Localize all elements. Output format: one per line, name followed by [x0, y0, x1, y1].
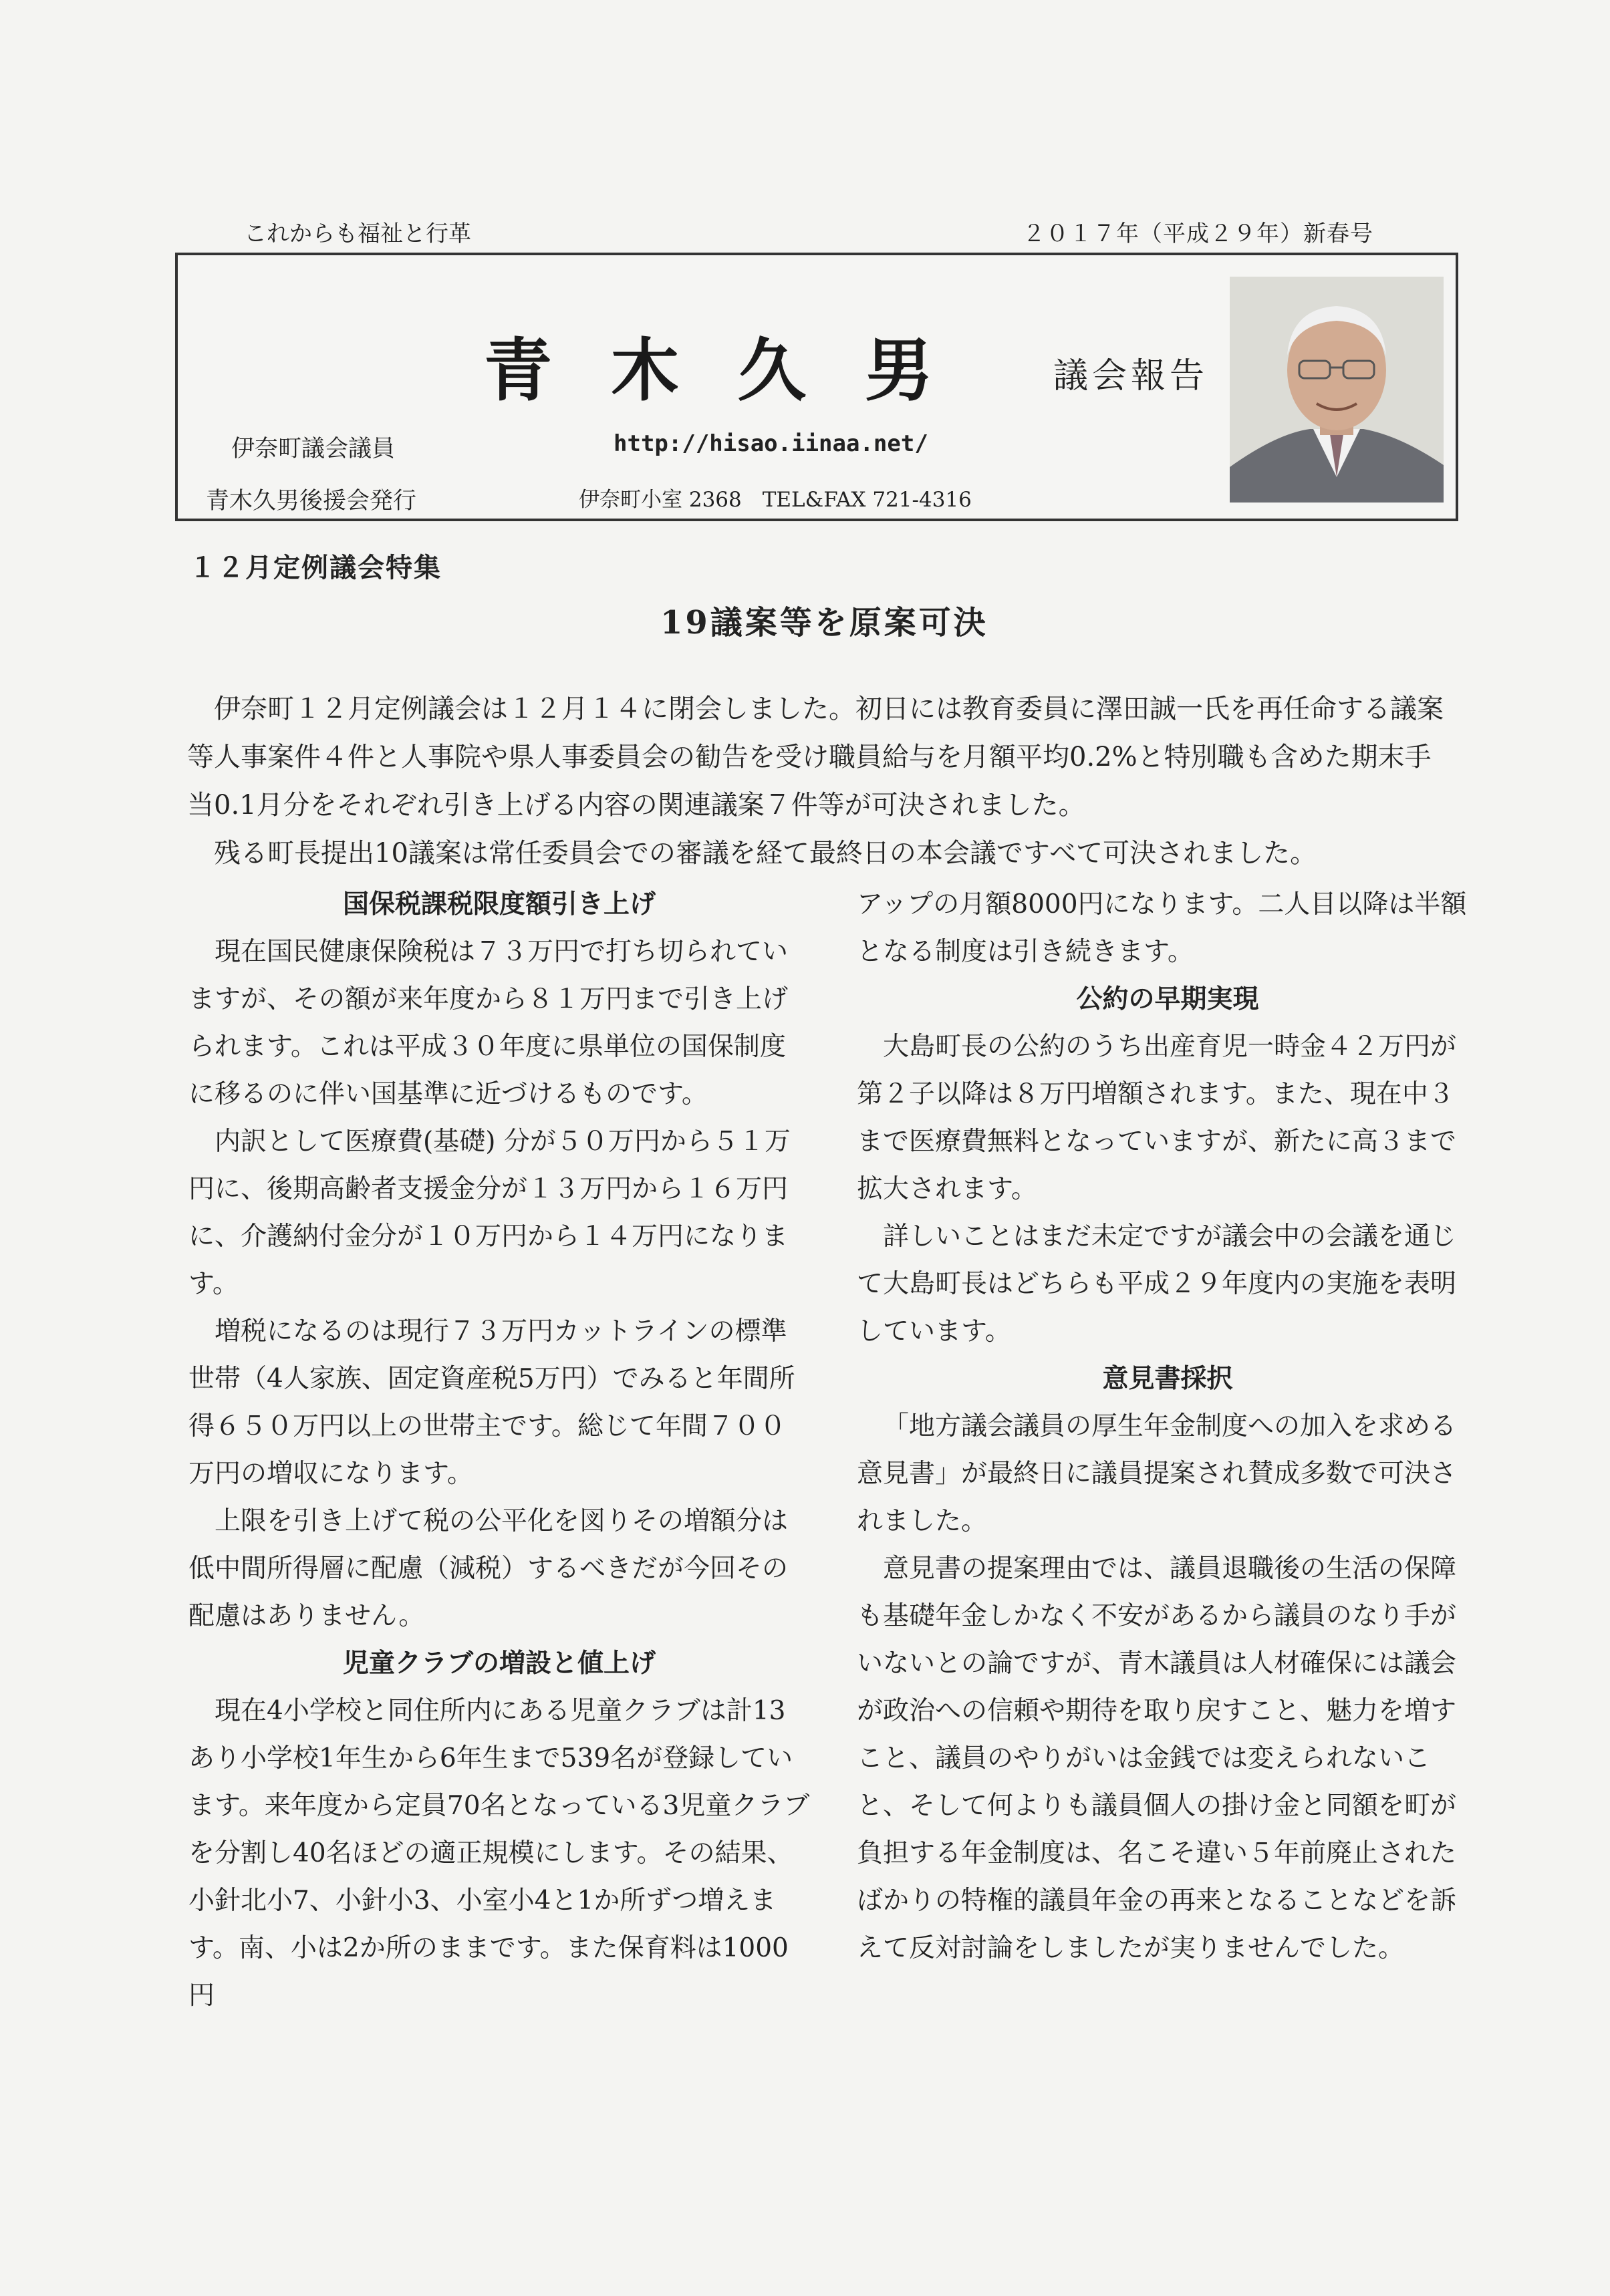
masthead-address: 伊奈町小室 2368 TEL&FAX 721-4316	[579, 488, 972, 512]
paragraph: 「地方議会議員の厚生年金制度への加入を求める意見書」が最終日に議員提案され賛成多数で可決されました。	[857, 1411, 1457, 1536]
tagline: これからも福祉と行革	[244, 221, 471, 247]
headline: 19議案等を原案可決	[660, 604, 988, 641]
intro-paragraph: 伊奈町１２月定例議会は１２月１４に閉会しました。初日には教育委員に澤田誠一氏を再任命する議案等人事案件４件と人事院や県人事委員会の勧告を受け職員給与を月額平均0.2%と特別職も含めた期末手当0.1月分をそれぞれ引き上げる内容の関連議案７件等が可決されました。	[187, 694, 1444, 821]
masthead	[175, 253, 1458, 521]
portrait-icon	[1230, 277, 1444, 503]
intro-paragraph: 残る町長提出10議案は常任委員会での審議を経て最終日の本会議ですべて可決されました。	[214, 838, 1317, 869]
masthead-name: 青木久男	[484, 331, 992, 411]
paragraph: 上限を引き上げて税の公平化を図りその増額分は低中間所得層に配慮（減税）するべきだが今回その配慮はありません。	[188, 1506, 789, 1631]
website-link[interactable]: http://hisao.iinaa.net/	[614, 430, 928, 457]
portrait-photo	[1230, 277, 1444, 503]
masthead-publisher: 青木久男後援会発行	[206, 488, 417, 515]
section-title-opinion: 意見書採択	[1102, 1363, 1233, 1394]
paragraph: 現在国民健康保険税は７３万円で打ち切られていますが、その額が来年度から８１万円まで引き上げられます。これは平成３０年度に県単位の国保制度に移るのに伴い国基準に近づけるものです。	[188, 937, 789, 1109]
left-column	[188, 881, 810, 2019]
right-column	[857, 881, 1478, 1972]
paragraph: 大島町長の公約のうち出産育児一時金４２万円が第２子以降は８万円増額されます。また、現在中３まで医療費無料となっていますが、新たに高３まで拡大されます。	[857, 1032, 1457, 1204]
paragraph: 詳しいことはまだ未定ですが議会中の会議を通じて大島町長はどちらも平成２９年度内の実施を表明しています。	[857, 1222, 1457, 1346]
masthead-subtitle: 議会報告	[1053, 356, 1209, 396]
paragraph: 内訳として医療費(基礎) 分が５０万円から５１万円に、後期高齢者支援金分が１３万円から１６万円に、介護納付金分が１０万円から１４万円になります。	[188, 1127, 791, 1299]
section-title-pledge: 公約の早期実現	[1076, 984, 1259, 1014]
section-title-childcare: 児童クラブの増設と値上げ	[342, 1648, 656, 1679]
paragraph: 現在4小学校と同住所内にある児童クラブは計13あり小学校1年生から6年生まで539名が登録しています。来年度から定員70名となっている3児童クラブを分割し40名ほどの適正規模にします。その結果、小針北小7、小針小3、小室小4と1か所ずつ増えます。南、小は2か所のままです。また保育料は1000円	[188, 1696, 810, 2011]
paragraph: 意見書の提案理由では、議員退職後の生活の保障も基礎年金しかなく不安があるから議員のなり手がいないとの論ですが、青木議員は人材確保には議会が政治への信頼や期待を取り戻すこと、魅力を増すこと、議員のやりがいは金銭では変えられないこと、そして何よりも議員個人の掛け金と同額を町が負担する年金制度は、名こそ違い５年前廃止されたばかりの特権的議員年金の再来となることなどを訴えて反対討論をしましたが実りませんでした。	[857, 1554, 1457, 1963]
special-feature-label: １２月定例議会特集	[189, 552, 442, 583]
masthead-role: 伊奈町議会議員	[231, 436, 396, 462]
intro-text	[187, 685, 1444, 877]
section-title-tax: 国保税課税限度額引き上げ	[342, 889, 656, 919]
issue-date: ２０１７年（平成２９年）新春号	[1023, 221, 1373, 247]
paragraph: 増税になるのは現行７３万円カットラインの標準世帯（4人家族、固定資産税5万円）でみると年間所得６５０万円以上の世帯主です。総じて年間７００万円の増収になります。	[188, 1316, 795, 1489]
paragraph-continued: アップの月額8000円になります。二人目以降は半額となる制度は引き続きます。	[857, 889, 1467, 967]
